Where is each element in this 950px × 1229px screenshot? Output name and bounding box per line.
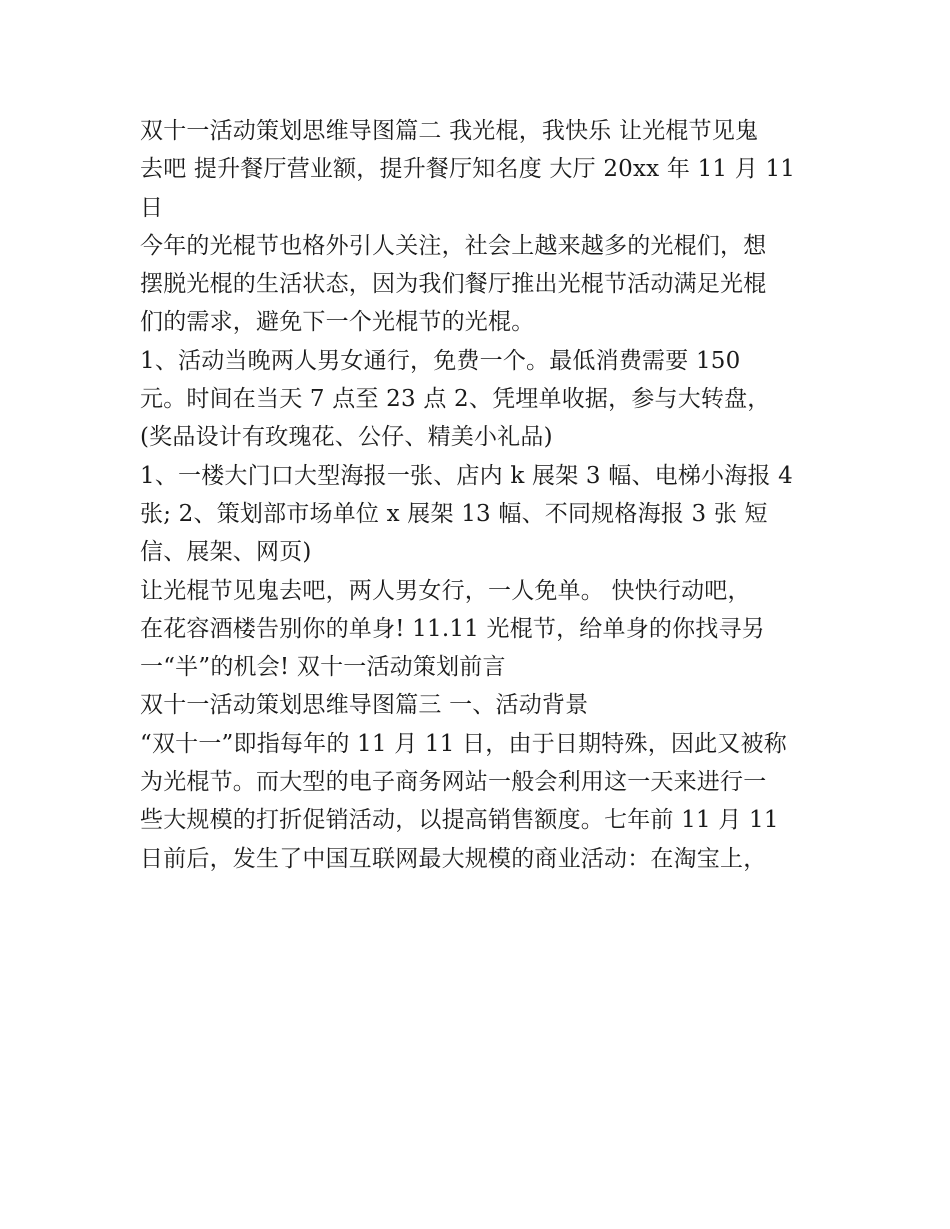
text-line: 信、展架、网页) [140, 539, 312, 566]
text-line: 在花容酒楼告别你的单身! 11.11 光棍节，给单身的你找寻另 [140, 615, 765, 642]
text-line: 些大规模的打折促销活动，以提高销售额度。七年前 11 月 11 [140, 807, 779, 834]
text-line: 1、活动当晚两人男女通行，免费一个。最低消费需要 150 [140, 347, 741, 374]
text-line: 日 [140, 194, 164, 221]
text-line: 摆脱光棍的生活状态，因为我们餐厅推出光棍节活动满足光棍 [140, 271, 767, 298]
text-line: 1、一楼大门口大型海报一张、店内 k 展架 3 幅、电梯小海报 4 [140, 462, 793, 489]
text-line: 今年的光棍节也格外引人关注，社会上越来越多的光棍们，想 [140, 232, 767, 259]
text-line: 元。时间在当天 7 点至 23 点 2、凭埋单收据，参与大转盘， [140, 386, 771, 413]
text-line: 们的需求，避免下一个光棍节的光棍。 [140, 309, 535, 336]
paragraph-slogan [140, 572, 820, 687]
paragraph-background [140, 227, 820, 342]
text-line: 双十一活动策划思维导图篇三 一、活动背景 [140, 692, 589, 719]
text-line: 日前后，发生了中国互联网最大规模的商业活动：在淘宝上， [140, 845, 767, 872]
text-line: 张; 2、策划部市场单位 x 展架 13 幅、不同规格海报 3 张 短 [140, 500, 768, 527]
paragraph-double-eleven-intro [140, 725, 820, 878]
text-line: 去吧 提升餐厅营业额，提升餐厅知名度 大厅 20xx 年 11 月 11 [140, 156, 796, 183]
text-line: 为光棍节。而大型的电子商务网站一般会利用这一天来进行一 [140, 769, 767, 796]
paragraph-plan-two-header [140, 112, 820, 227]
text-line: 双十一活动策划思维导图篇二 我光棍，我快乐 让光棍节见鬼 [140, 118, 759, 144]
text-line: (奖品设计有玫瑰花、公仔、精美小礼品) [140, 424, 553, 451]
paragraph-activity-rules [140, 342, 820, 457]
text-line: “双十一”即指每年的 11 月 11 日，由于日期特殊，因此又被称 [140, 730, 787, 757]
document-body [140, 112, 820, 878]
text-line: 让光棍节见鬼去吧，两人男女行，一人免单。 快快行动吧， [140, 577, 751, 604]
text-line: 一“半”的机会! 双十一活动策划前言 [140, 654, 506, 681]
paragraph-promotion-materials [140, 457, 820, 572]
paragraph-plan-three-header [140, 686, 820, 724]
